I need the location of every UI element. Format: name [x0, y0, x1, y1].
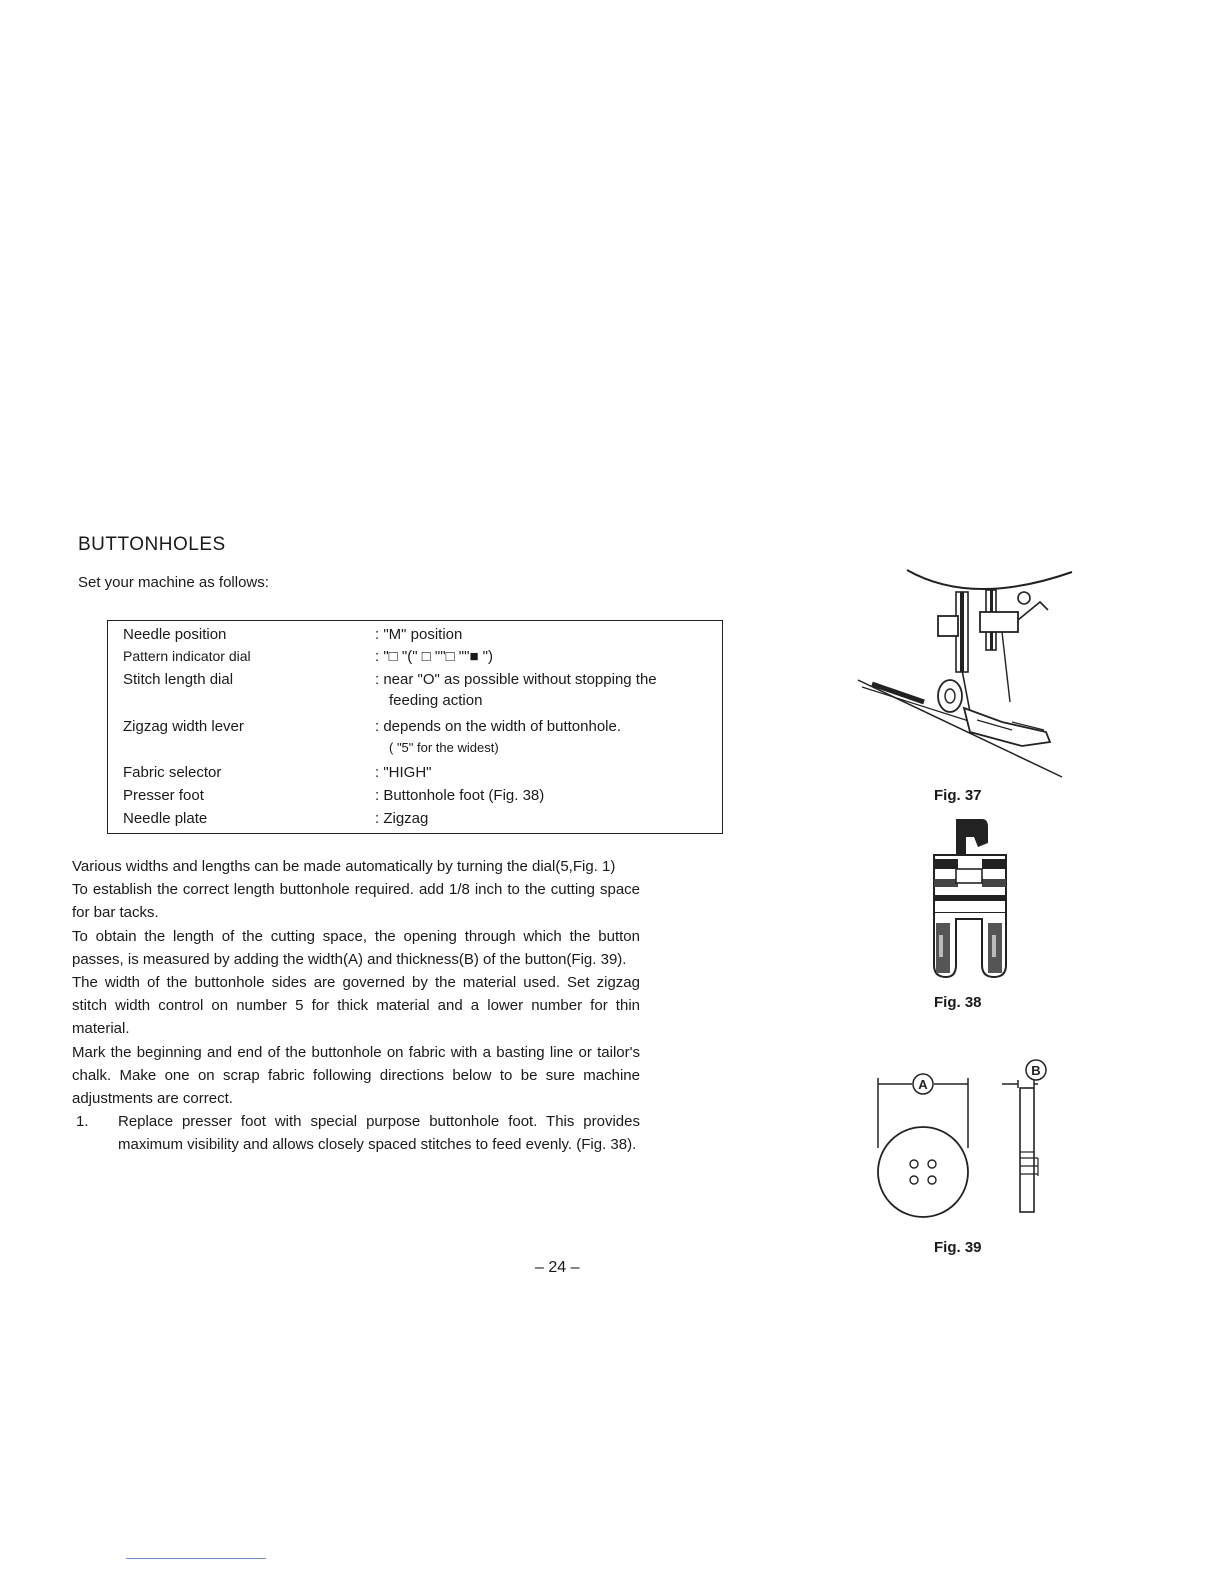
bottom-rule [126, 1558, 266, 1559]
figure-caption: Fig. 37 [934, 787, 982, 804]
paragraph: Various widths and lengths can be made automatically by turning the dial(5,Fig. 1) [72, 858, 616, 875]
buttonhole-foot-illustration [926, 815, 1010, 985]
setting-value: : Zigzag [375, 810, 429, 827]
paragraph: To establish the correct length buttonhole required. add 1/8 inch to the cutting space for bar tacks. [72, 881, 640, 922]
setting-value: : Buttonhole foot (Fig. 38) [375, 787, 545, 804]
step-text: Replace presser foot with special purpose buttonhole foot. This provides maximum visibility and allows closely spaced stitches to feed evenly. (Fig. 38). [118, 1113, 640, 1154]
setting-value-continued: feeding action [389, 692, 483, 709]
setting-label: Zigzag width lever [123, 718, 244, 735]
label-b: B [1031, 1063, 1041, 1078]
setting-label: Pattern indicator dial [123, 648, 251, 664]
setting-label: Fabric selector [123, 764, 222, 781]
steps-list [72, 1110, 640, 1156]
page-number: – 24 – [535, 1259, 580, 1276]
setting-label: Stitch length dial [123, 671, 234, 688]
button-icon [878, 1127, 968, 1217]
label-a: A [918, 1077, 928, 1092]
settings-table [107, 620, 723, 834]
figure-caption: Fig. 39 [934, 1239, 982, 1256]
intro-text: Set your machine as follows: [78, 574, 269, 591]
presser-foot-illustration [852, 562, 1078, 788]
setting-value: : "HIGH" [375, 764, 432, 781]
setting-value-continued: ( "5" for the widest) [389, 740, 499, 755]
setting-label: Needle position [123, 626, 227, 643]
button-measurement-diagram [866, 1058, 1050, 1228]
button-side-view [1020, 1088, 1034, 1212]
paragraph: Mark the beginning and end of the buttonhole on fabric with a basting line or tailor's chalk. Make one on scrap fabric following directions below to be sure machine adjustments are correct. [72, 1043, 640, 1108]
step-number: 1. [76, 1113, 89, 1131]
setting-value: : "□ "(" □ ""□ ""■ ") [375, 648, 494, 665]
setting-value: : depends on the width of buttonhole. ( "5" for the widest) [375, 716, 727, 758]
paragraph: The width of the buttonhole sides are governed by the material used. Set zigzag stitch width control on number 5 for thick material and a lower number for thin material. [72, 974, 640, 1038]
setting-label: Presser foot [123, 787, 204, 804]
figure-caption: Fig. 38 [934, 994, 982, 1011]
section-heading: BUTTONHOLES [78, 534, 226, 555]
setting-value: : "M" position [375, 626, 463, 643]
body-text [72, 855, 640, 1157]
paragraph: To obtain the length of the cutting space, the opening through which the button passes, is measured by adding the width(A) and thickness(B) of the button(Fig. 39). [72, 927, 640, 968]
step-item [72, 1110, 640, 1156]
setting-label: Needle plate [123, 810, 208, 827]
setting-value: : near "O" as possible without stopping the feeding action [375, 669, 727, 711]
